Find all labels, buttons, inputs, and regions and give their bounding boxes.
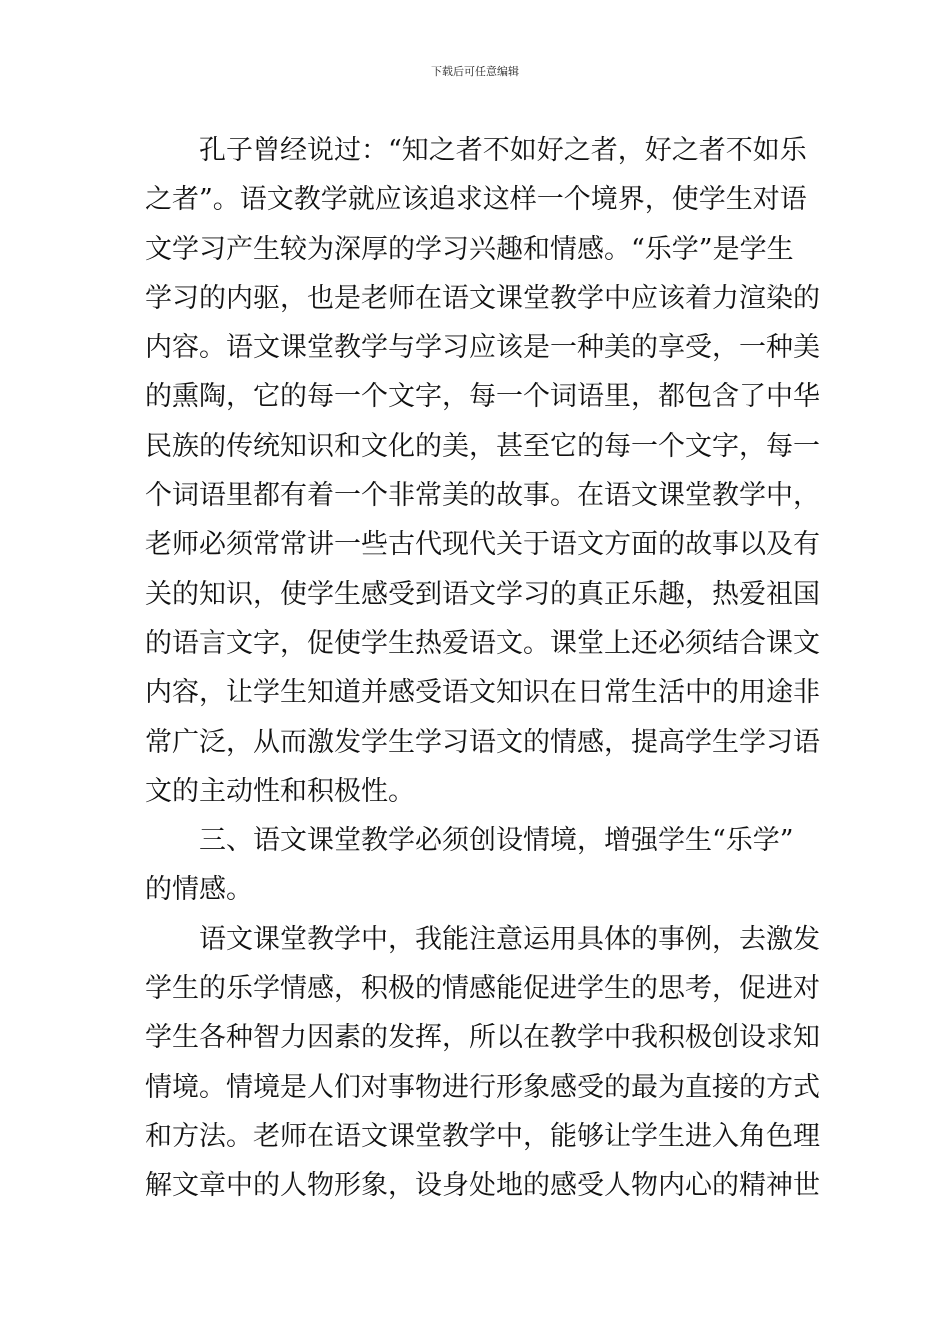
text-line: 之者”。语文教学就应该追求这样一个境界，使学生对语 [145, 184, 807, 216]
text-line: 个词语里都有着一个非常美的故事。在语文课堂教学中， [145, 480, 820, 512]
text-line: 学生的乐学情感，积极的情感能促进学生的思考，促进对 [145, 973, 820, 1005]
text-line: 语文课堂教学中，我能注意运用具体的事例，去激发 [199, 923, 820, 955]
page-header: 下载后可任意编辑 [431, 65, 519, 78]
text-line: 内容，让学生知道并感受语文知识在日常生活中的用途非 [145, 677, 820, 709]
text-line: 的情感。 [145, 874, 253, 906]
text-line: 的语言文字，促使学生热爱语文。课堂上还必须结合课文 [145, 627, 820, 659]
text-line: 常广泛，从而激发学生学习语文的情感，提高学生学习语 [145, 726, 820, 758]
paragraph-section-heading [145, 816, 807, 915]
text-line: 内容。语文课堂教学与学习应该是一种美的享受，一种美 [145, 332, 820, 364]
text-line: 的熏陶，它的每一个文字，每一个词语里，都包含了中华 [145, 381, 820, 413]
paragraph-confucius-quote [145, 126, 820, 816]
text-line: 和方法。老师在语文课堂教学中，能够让学生进入角色理 [145, 1120, 820, 1152]
text-line: 文的主动性和积极性。 [145, 775, 415, 807]
text-line: 民族的传统知识和文化的美，甚至它的每一个文字，每一 [145, 430, 820, 462]
text-line: 学生各种智力因素的发挥，所以在教学中我积极创设求知 [145, 1022, 820, 1054]
text-line: 关的知识，使学生感受到语文学习的真正乐趣，热爱祖国 [145, 578, 820, 610]
text-line: 情境。情境是人们对事物进行形象感受的最为直接的方式 [145, 1071, 820, 1103]
text-line: 文学习产生较为深厚的学习兴趣和情感。“乐学”是学生 [145, 233, 794, 265]
text-line: 解文章中的人物形象，设身处地的感受人物内心的精神世 [145, 1170, 820, 1202]
text-line: 三、语文课堂教学必须创设情境，增强学生“乐学” [199, 825, 794, 857]
paragraph-classroom-situation [145, 915, 820, 1211]
text-line: 学习的内驱，也是老师在语文课堂教学中应该着力渲染的 [145, 282, 820, 314]
text-line: 孔子曾经说过：“知之者不如好之者，好之者不如乐 [199, 135, 807, 166]
document-body [145, 126, 820, 1211]
text-line: 老师必须常常讲一些古代现代关于语文方面的故事以及有 [145, 529, 820, 561]
